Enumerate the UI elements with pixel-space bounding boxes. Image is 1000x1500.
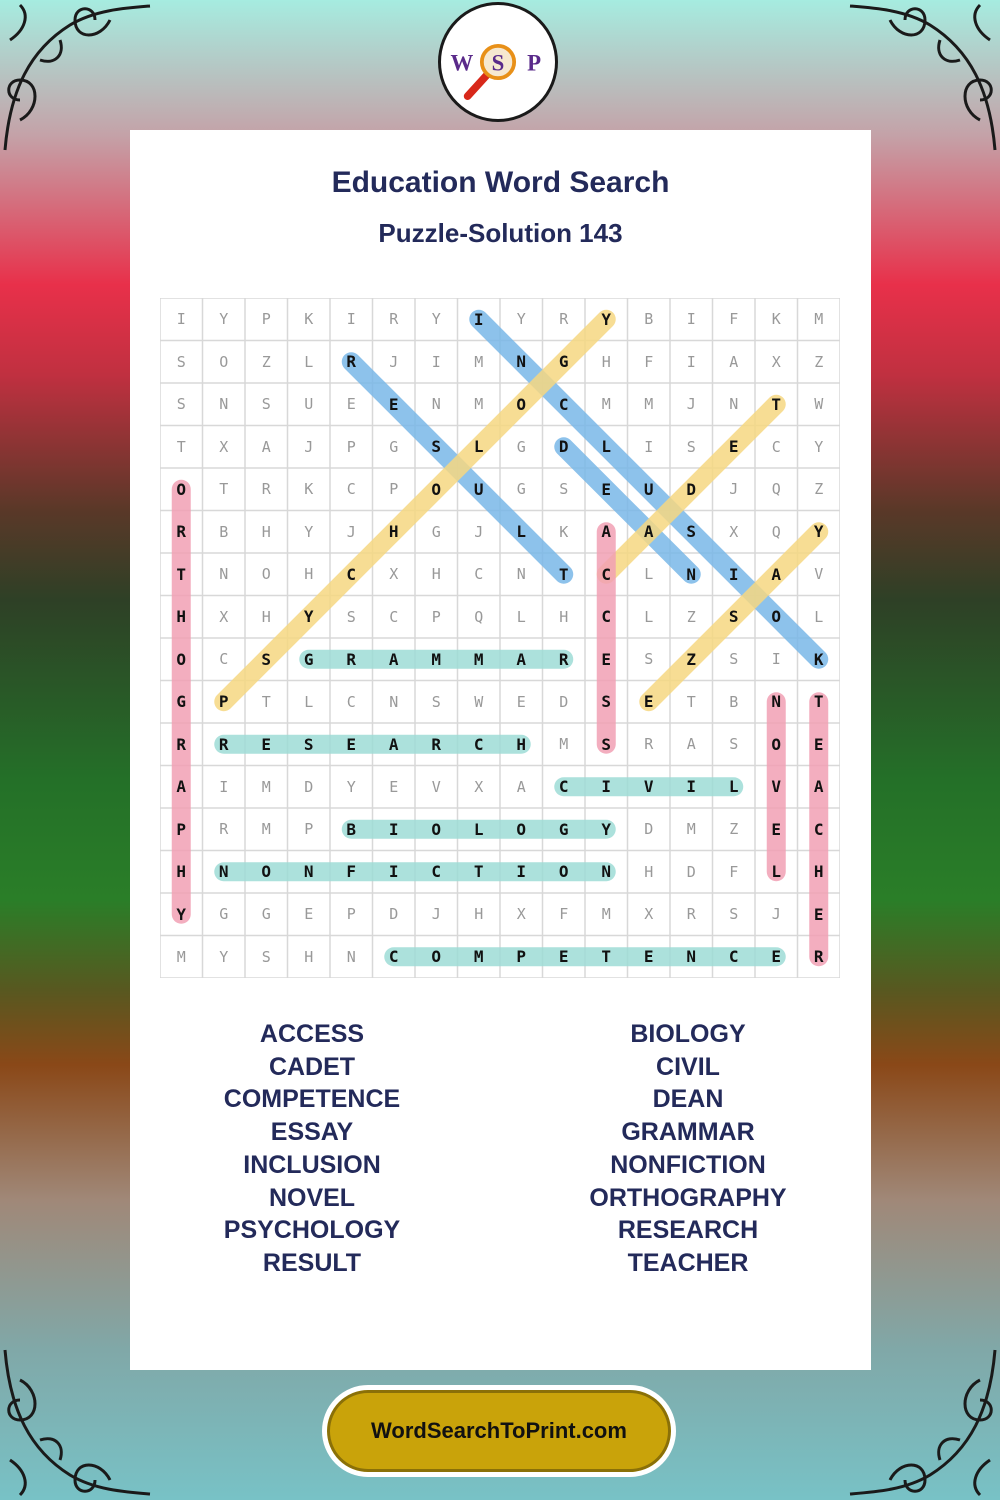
grid-cell[interactable]: A — [261, 437, 271, 456]
grid-cell[interactable]: E — [643, 947, 654, 967]
grid-cell[interactable]: R — [218, 734, 229, 754]
grid-cell[interactable]: P — [346, 437, 356, 456]
grid-cell[interactable]: Y — [601, 309, 612, 329]
grid-cell[interactable]: S — [686, 522, 697, 542]
grid-cell[interactable]: C — [388, 947, 399, 967]
grid-cell[interactable]: Z — [814, 352, 824, 371]
grid-cell[interactable]: X — [644, 905, 654, 924]
grid-cell[interactable]: Q — [474, 607, 484, 626]
grid-cell[interactable]: E — [601, 479, 612, 499]
grid-cell[interactable]: Y — [219, 947, 229, 966]
grid-cell[interactable]: N — [601, 862, 612, 882]
grid-cell[interactable]: J — [771, 905, 781, 924]
letter-grid — [160, 298, 840, 978]
grid-cell[interactable]: N — [686, 564, 697, 584]
grid-cell[interactable]: O — [771, 607, 782, 627]
grid-cell[interactable]: S — [176, 352, 186, 371]
grid-cell[interactable]: G — [516, 480, 526, 499]
grid-cell[interactable]: C — [601, 607, 612, 627]
grid-cell[interactable]: W — [814, 395, 824, 414]
grid-cell[interactable]: E — [389, 777, 399, 796]
grid-cell[interactable]: M — [686, 820, 696, 839]
grid-cell[interactable]: X — [474, 777, 484, 796]
grid-cell[interactable]: H — [388, 522, 399, 542]
grid-cell[interactable]: S — [261, 395, 271, 414]
grid-cell[interactable]: B — [219, 522, 229, 541]
grid-cell[interactable]: M — [176, 947, 186, 966]
grid-cell[interactable]: S — [601, 734, 612, 754]
grid-cell[interactable]: K — [559, 522, 569, 541]
grid-cell[interactable]: M — [601, 905, 611, 924]
grid-cell[interactable]: B — [346, 819, 357, 839]
grid-cell[interactable]: A — [729, 352, 739, 371]
grid-cell[interactable]: A — [388, 734, 399, 754]
word-list-left — [142, 1018, 482, 1280]
grid-cell[interactable]: Y — [601, 819, 612, 839]
grid-cell[interactable]: Y — [176, 904, 187, 924]
grid-cell[interactable]: R — [219, 820, 229, 839]
grid-cell[interactable]: A — [771, 564, 782, 584]
grid-cell[interactable]: N — [219, 565, 229, 584]
grid-cell[interactable]: M — [431, 649, 442, 669]
grid-cell[interactable]: L — [304, 692, 314, 711]
grid-cell[interactable]: E — [813, 734, 824, 754]
grid-cell[interactable]: E — [771, 819, 782, 839]
grid-cell[interactable]: D — [686, 862, 696, 881]
grid-cell[interactable]: H — [644, 862, 654, 881]
grid-cell[interactable]: C — [558, 777, 569, 797]
grid-cell[interactable]: R — [644, 735, 654, 754]
grid-cell[interactable]: Y — [303, 607, 314, 627]
grid-cell[interactable]: N — [219, 395, 229, 414]
grid-cell[interactable]: T — [176, 437, 186, 456]
grid-cell[interactable]: N — [516, 565, 526, 584]
grid-cell[interactable]: A — [388, 649, 399, 669]
grid-cell[interactable]: V — [771, 777, 782, 797]
grid-cell[interactable]: I — [516, 862, 527, 882]
grid-cell[interactable]: I — [686, 352, 696, 371]
grid-cell[interactable]: B — [729, 692, 739, 711]
grid-cell[interactable]: H — [559, 607, 569, 626]
grid-cell[interactable]: A — [686, 735, 696, 754]
grid-cell[interactable]: H — [516, 734, 527, 754]
grid-cell[interactable]: M — [474, 395, 484, 414]
grid-cell[interactable]: O — [558, 862, 569, 882]
grid-cell[interactable]: Z — [686, 607, 696, 626]
grid-cell[interactable]: S — [729, 650, 739, 669]
grid-cell[interactable]: R — [686, 905, 696, 924]
grid-cell[interactable]: N — [686, 947, 697, 967]
grid-cell[interactable]: S — [261, 649, 272, 669]
grid-cell[interactable]: W — [474, 692, 484, 711]
grid-cell[interactable]: M — [814, 310, 824, 329]
grid-cell[interactable]: G — [558, 819, 569, 839]
puzzle-card — [130, 130, 871, 1370]
grid-cell[interactable]: R — [346, 649, 357, 669]
grid-cell[interactable]: F — [729, 862, 739, 881]
grid-cell[interactable]: X — [389, 565, 399, 584]
grid-cell[interactable]: N — [729, 395, 739, 414]
grid-cell[interactable]: T — [473, 862, 484, 882]
grid-cell[interactable]: S — [559, 480, 569, 499]
grid-cell[interactable]: R — [559, 310, 569, 329]
grid-cell[interactable]: I — [431, 352, 441, 371]
grid-cell[interactable]: S — [303, 734, 314, 754]
grid-cell[interactable]: Z — [686, 649, 697, 669]
logo-letter-p: P — [527, 50, 542, 76]
page-subtitle: Puzzle-Solution 143 — [378, 218, 623, 248]
grid-cell[interactable]: V — [814, 565, 824, 584]
grid-cell[interactable]: J — [389, 352, 399, 371]
grid-cell[interactable]: S — [261, 947, 271, 966]
grid-cell[interactable]: L — [771, 862, 782, 882]
grid-cell[interactable]: H — [304, 947, 314, 966]
grid-cell[interactable]: R — [813, 947, 824, 967]
grid-cell[interactable]: D — [558, 437, 569, 457]
grid-cell[interactable]: N — [516, 352, 527, 372]
word-list-item: RESEARCH — [617, 1216, 759, 1245]
grid-cell[interactable]: S — [686, 437, 696, 456]
word-list-item: ESSAY — [270, 1118, 354, 1147]
grid-cell[interactable]: I — [686, 777, 697, 797]
grid-cell[interactable]: S — [431, 437, 442, 457]
grid-cell[interactable]: M — [261, 820, 271, 839]
grid-cell[interactable]: Q — [771, 480, 781, 499]
grid-cell[interactable]: O — [516, 819, 527, 839]
grid-cell[interactable]: Y — [813, 522, 824, 542]
grid-cell[interactable]: I — [219, 777, 229, 796]
word-list-item: RESULT — [262, 1248, 362, 1277]
grid-cell[interactable]: C — [728, 947, 739, 967]
grid-cell[interactable]: S — [601, 692, 612, 712]
grid-cell[interactable]: G — [558, 352, 569, 372]
grid-cell[interactable]: L — [644, 565, 654, 584]
grid-cell[interactable]: U — [304, 395, 314, 414]
grid-cell[interactable]: I — [728, 564, 739, 584]
grid-cell[interactable]: T — [686, 692, 696, 711]
grid-cell[interactable]: D — [559, 692, 569, 711]
grid-cell[interactable]: E — [304, 905, 314, 924]
grid-cell[interactable]: E — [601, 649, 612, 669]
grid-cell[interactable]: E — [261, 734, 272, 754]
grid-cell[interactable]: M — [559, 735, 569, 754]
grid-cell[interactable]: O — [431, 479, 442, 499]
grid-cell[interactable]: V — [431, 777, 441, 796]
grid-cell[interactable]: C — [474, 565, 484, 584]
grid-cell[interactable]: S — [729, 735, 739, 754]
grid-cell[interactable]: A — [601, 522, 612, 542]
grid-cell[interactable]: O — [261, 862, 272, 882]
grid-cell[interactable]: H — [431, 565, 441, 584]
grid-cell[interactable]: C — [346, 692, 356, 711]
grid-cell[interactable]: N — [771, 692, 782, 712]
grid-cell[interactable]: C — [558, 394, 569, 414]
grid-cell[interactable]: C — [389, 607, 399, 626]
logo-letter-s: S — [491, 50, 505, 76]
grid-cell[interactable]: G — [219, 905, 229, 924]
grid-cell[interactable]: O — [431, 819, 442, 839]
grid-cell[interactable]: H — [176, 862, 187, 882]
word-list-item: DEAN — [652, 1085, 724, 1114]
grid-cell[interactable]: P — [389, 480, 399, 499]
grid-cell[interactable]: L — [814, 607, 824, 626]
grid-cell[interactable]: Z — [814, 480, 824, 499]
grid-cell[interactable]: F — [559, 905, 569, 924]
grid-cell[interactable]: A — [643, 522, 654, 542]
grid-cell[interactable]: G — [303, 649, 314, 669]
grid-cell[interactable]: O — [261, 565, 271, 584]
grid-cell[interactable]: O — [176, 479, 187, 499]
grid-cell[interactable]: R — [261, 480, 271, 499]
grid-cell[interactable]: T — [558, 564, 569, 584]
grid-cell[interactable]: J — [346, 522, 356, 541]
grid-cell[interactable]: L — [516, 522, 527, 542]
grid-cell[interactable]: J — [474, 522, 484, 541]
grid-cell[interactable]: M — [601, 395, 611, 414]
grid-cell[interactable]: Y — [516, 310, 526, 329]
grid-cell[interactable]: N — [218, 862, 229, 882]
grid-cell[interactable]: M — [644, 395, 654, 414]
grid-cell[interactable]: A — [813, 777, 824, 797]
grid-cell[interactable]: H — [176, 607, 187, 627]
grid-cell[interactable]: E — [643, 692, 654, 712]
grid-cell[interactable]: L — [304, 352, 314, 371]
grid-cell[interactable]: N — [431, 395, 441, 414]
grid-cell[interactable]: H — [261, 522, 271, 541]
page-title: Education Word Search — [331, 166, 670, 199]
grid-cell[interactable]: R — [431, 734, 442, 754]
word-list-item: INCLUSION — [243, 1150, 381, 1179]
grid-cell[interactable]: S — [346, 607, 356, 626]
grid-cell[interactable]: J — [304, 437, 314, 456]
grid-cell[interactable]: M — [473, 649, 484, 669]
grid-cell[interactable]: L — [728, 777, 739, 797]
grid-cell[interactable]: I — [601, 777, 612, 797]
grid-cell[interactable]: Z — [729, 820, 739, 839]
word-list-item: NOVEL — [268, 1183, 356, 1212]
grid-cell[interactable]: Y — [219, 310, 229, 329]
grid-cell[interactable]: M — [474, 352, 484, 371]
grid-cell[interactable]: G — [176, 692, 187, 712]
grid-cell[interactable]: E — [558, 947, 569, 967]
grid-cell[interactable]: P — [261, 310, 271, 329]
grid-cell[interactable]: M — [261, 777, 271, 796]
grid-cell[interactable]: O — [771, 734, 782, 754]
grid-cell[interactable]: J — [729, 480, 739, 499]
grid-cell[interactable]: H — [813, 862, 824, 882]
grid-cell[interactable]: O — [431, 947, 442, 967]
grid-cell[interactable]: L — [473, 819, 484, 839]
word-list-item: ACCESS — [259, 1020, 365, 1048]
grid-cell[interactable]: E — [771, 947, 782, 967]
grid-cell[interactable]: C — [431, 862, 442, 882]
grid-cell[interactable]: C — [219, 650, 229, 669]
grid-cell[interactable]: E — [388, 394, 399, 414]
grid-cell[interactable]: C — [473, 734, 484, 754]
grid-cell[interactable]: T — [813, 692, 824, 712]
grid-cell[interactable]: Y — [346, 777, 356, 796]
grid-cell[interactable]: J — [686, 395, 696, 414]
word-list-item: BIOLOGY — [630, 1020, 746, 1048]
grid-cell[interactable]: D — [686, 479, 697, 499]
word-list-item: CIVIL — [656, 1052, 720, 1081]
grid-cell[interactable]: P — [176, 819, 187, 839]
grid-cell[interactable]: I — [176, 310, 186, 329]
grid-cell[interactable]: R — [176, 734, 187, 754]
grid-cell[interactable]: C — [346, 480, 356, 499]
word-search-grid — [160, 298, 840, 978]
grid-cell[interactable]: Y — [431, 310, 441, 329]
grid-cell[interactable]: I — [686, 310, 696, 329]
grid-cell[interactable]: D — [304, 777, 314, 796]
grid-cell[interactable]: P — [516, 947, 527, 967]
grid-cell[interactable]: A — [516, 777, 526, 796]
grid-cell[interactable]: N — [389, 692, 399, 711]
grid-cell[interactable]: P — [304, 820, 314, 839]
grid-cell[interactable]: P — [431, 607, 441, 626]
grid-cell[interactable]: L — [644, 607, 654, 626]
grid-cell[interactable]: X — [771, 352, 781, 371]
grid-cell[interactable]: O — [516, 394, 527, 414]
grid-cell[interactable]: F — [729, 310, 739, 329]
grid-cell[interactable]: S — [644, 650, 654, 669]
grid-cell[interactable]: J — [431, 905, 441, 924]
grid-cell[interactable]: F — [346, 862, 357, 882]
word-list-item: PSYCHOLOGY — [223, 1216, 401, 1245]
grid-cell[interactable]: F — [644, 352, 654, 371]
grid-cell[interactable]: R — [176, 522, 187, 542]
grid-cell[interactable]: L — [473, 437, 484, 457]
logo-letter-w: W — [450, 50, 474, 76]
grid-cell[interactable]: C — [346, 564, 357, 584]
grid-cell[interactable]: H — [601, 352, 611, 371]
wsp-logo[interactable] — [438, 2, 558, 122]
grid-cell[interactable]: G — [389, 437, 399, 456]
grid-cell[interactable]: K — [304, 480, 314, 499]
grid-cell[interactable]: I — [388, 819, 399, 839]
word-list-right — [518, 1018, 858, 1280]
grid-cell[interactable]: S — [728, 607, 739, 627]
grid-cell[interactable]: X — [729, 522, 739, 541]
grid-cell[interactable]: C — [771, 437, 781, 456]
grid-cell[interactable]: G — [431, 522, 441, 541]
grid-cell[interactable]: L — [601, 437, 612, 457]
grid-cell[interactable]: P — [218, 692, 229, 712]
grid-cell[interactable]: M — [473, 947, 484, 967]
grid-cell[interactable]: T — [219, 480, 229, 499]
grid-cell[interactable]: V — [643, 777, 654, 797]
grid-cell[interactable]: T — [261, 692, 271, 711]
grid-cell[interactable]: B — [644, 310, 654, 329]
grid-cell[interactable]: S — [176, 395, 186, 414]
grid-cell[interactable]: K — [304, 310, 314, 329]
grid-cell[interactable]: R — [346, 352, 357, 372]
grid-cell[interactable]: A — [176, 777, 187, 797]
grid-cell[interactable]: I — [644, 437, 654, 456]
grid-cell[interactable]: T — [771, 394, 782, 414]
grid-cell[interactable]: D — [389, 905, 399, 924]
grid-cell[interactable]: P — [346, 905, 356, 924]
grid-cell[interactable]: K — [813, 649, 824, 669]
grid-cell[interactable]: I — [388, 862, 399, 882]
grid-cell[interactable]: Y — [304, 522, 314, 541]
grid-cell[interactable]: X — [219, 437, 229, 456]
grid-cell[interactable]: I — [346, 310, 356, 329]
grid-cell[interactable]: I — [771, 650, 781, 669]
grid-cell[interactable]: N — [346, 947, 356, 966]
grid-cell[interactable]: R — [389, 310, 399, 329]
grid-cell[interactable]: G — [261, 905, 271, 924]
word-list-item: COMPETENCE — [223, 1085, 401, 1114]
grid-cell[interactable]: E — [728, 437, 739, 457]
grid-cell[interactable]: L — [516, 607, 526, 626]
grid-cell[interactable]: C — [601, 564, 612, 584]
grid-cell[interactable]: H — [261, 607, 271, 626]
grid-cell[interactable]: O — [176, 649, 187, 669]
grid-cell[interactable]: Q — [771, 522, 781, 541]
grid-cell[interactable]: U — [473, 479, 484, 499]
grid-cell[interactable]: C — [813, 819, 824, 839]
grid-cell[interactable]: S — [729, 905, 739, 924]
grid-cell[interactable]: G — [516, 437, 526, 456]
grid-cell[interactable]: A — [516, 649, 527, 669]
word-list-item: TEACHER — [627, 1248, 749, 1277]
grid-cell[interactable]: X — [516, 905, 526, 924]
word-list-item: NONFICTION — [610, 1150, 766, 1179]
grid-cell[interactable]: Z — [261, 352, 271, 371]
grid-cell[interactable]: U — [643, 479, 654, 499]
grid-cell[interactable]: Y — [814, 437, 824, 456]
grid-cell[interactable]: E — [346, 734, 357, 754]
grid-cell[interactable]: E — [516, 692, 526, 711]
grid-cell[interactable]: T — [601, 947, 612, 967]
grid-cell[interactable]: E — [813, 904, 824, 924]
grid-cell[interactable]: D — [644, 820, 654, 839]
grid-cell[interactable]: K — [771, 310, 781, 329]
site-link-button[interactable]: WordSearchToPrint.com — [322, 1385, 676, 1477]
grid-cell[interactable]: H — [304, 565, 314, 584]
grid-cell[interactable]: T — [176, 564, 187, 584]
grid-cell[interactable]: N — [303, 862, 314, 882]
word-list-item: GRAMMAR — [621, 1118, 755, 1147]
grid-cell[interactable]: E — [346, 395, 356, 414]
grid-cell[interactable]: H — [474, 905, 484, 924]
grid-cell[interactable]: S — [431, 692, 441, 711]
grid-cell[interactable]: O — [219, 352, 229, 371]
grid-cell[interactable]: R — [558, 649, 569, 669]
word-list-item: CADET — [268, 1052, 356, 1081]
grid-cell[interactable]: I — [473, 309, 484, 329]
grid-cell[interactable]: X — [219, 607, 229, 626]
word-list-item: ORTHOGRAPHY — [589, 1183, 787, 1212]
